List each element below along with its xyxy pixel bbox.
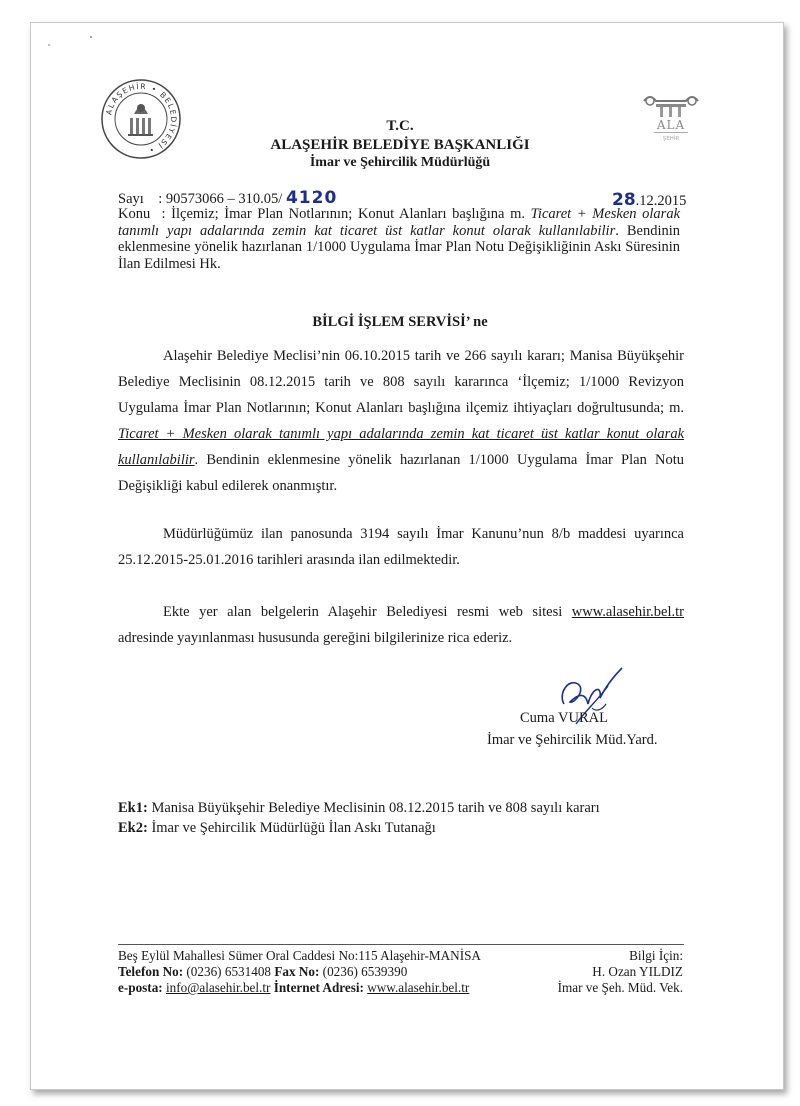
p1-italic-underlined: Ticaret + Mesken olarak tanımlı yapı adalarında zemin kat ticaret üst katlar konut olarak kullanılabilir — [118, 426, 684, 468]
footer-contact — [118, 980, 469, 996]
signatory-name: Cuma VURAL — [520, 710, 608, 726]
attachment-2-text: İmar ve Şehircilik Müdürlüğü İlan Askı Tutanağı — [147, 820, 436, 836]
svg-text:ALA: ALA — [656, 118, 686, 132]
header-department: İmar ve Şehircilik Müdürlüğü — [309, 155, 491, 170]
info-name: H. Ozan YILDIZ — [592, 964, 683, 979]
p1-text-2: . Bendinin eklenmesine yönelik hazırlanan 1/1000 Uygulama İmar Plan Notu Değişikliği kabul edilerek onanmıştır. — [118, 452, 684, 494]
phone-label: Telefon No: — [118, 964, 184, 979]
p3-text-2: adresinde yayınlanması hususunda gereğini bilgilerinize rica ederiz. — [118, 630, 513, 646]
footer-phone-fax — [118, 964, 407, 980]
email-label: e-posta: — [118, 980, 163, 995]
footer-divider — [118, 944, 684, 945]
attachment-2 — [118, 820, 436, 837]
attachment-1-label: Ek1: — [118, 800, 148, 816]
fax-value: (0236) 6539390 — [319, 964, 408, 979]
email-link[interactable]: info@alasehir.bel.tr — [165, 980, 271, 995]
date-rest: .12.2015 — [635, 193, 687, 209]
header-municipality: ALAŞEHİR BELEDİYE BAŞKANLIĞI — [270, 137, 530, 153]
header-tc: T.C. — [386, 118, 414, 134]
svg-text:ALAŞEHİR • BELEDİYESİ •: ALAŞEHİR • BELEDİYESİ • — [104, 81, 179, 156]
konu-text-2: . Bendinin eklenmesine yönelik hazırlanan 1/1000 Uygulama İmar Plan Notu Değişikliğinin Askı Süresinin İlan Edilmesi Hk. — [118, 222, 680, 272]
handwritten-day: 28 — [612, 190, 636, 210]
subject — [118, 206, 680, 272]
konu-text-1: : İlçemiz; İmar Plan Notlarının; Konut Alanları başlığına m. — [161, 206, 531, 222]
fax-label: Fax No: — [274, 964, 320, 979]
info-label: Bilgi İçin: — [629, 948, 683, 963]
website-link[interactable]: www.alasehir.bel.tr — [571, 604, 684, 620]
web-link[interactable]: www.alasehir.bel.tr — [367, 980, 470, 995]
sayi-value: : 90573066 – 310.05/ — [158, 191, 283, 207]
phone-value: (0236) 6531408 — [183, 964, 275, 979]
konu-label: Konu — [118, 206, 151, 222]
attachment-1 — [118, 800, 600, 817]
footer-address: Beş Eylül Mahallesi Sümer Oral Caddesi No:115 Alaşehir-MANİSA — [118, 948, 481, 963]
reference-number — [118, 190, 337, 208]
sayi-label: Sayı — [118, 191, 144, 207]
attachment-2-label: Ek2: — [118, 820, 148, 836]
web-label: İnternet Adresi: — [270, 980, 364, 995]
p1-text-1: Alaşehir Belediye Meclisi’nin 06.10.2015 tarih ve 266 sayılı kararı; Manisa Büyükşehir Belediye Meclisinin 08.12.2015 tarih ve 808 sayılı kararınca ‘İlçemiz; 1/1000 Revizyon Uygulama İmar Plan Notlarının; Konut Alanları başlığına ilçemiz ihtiyaçları doğrultusunda; m. — [118, 348, 684, 416]
p3-text-1: Ekte yer alan belgelerin Alaşehir Belediyesi resmi web sitesi — [163, 604, 572, 620]
scan-speck — [90, 36, 92, 38]
body-paragraph-2: Müdürlüğümüz ilan panosunda 3194 sayılı İmar Kanunu’nun 8/b maddesi uyarınca 25.12.2015-25.01.2016 tarihleri arasında ilan edilmektedir. — [118, 526, 684, 568]
konu-italic: Ticaret + Mesken olarak tanımlı yapı adalarında zemin kat ticaret üst katlar konut olarak kullanılabilir — [118, 206, 681, 239]
info-title: İmar ve Şeh. Müd. Vek. — [557, 980, 683, 995]
recipient: BİLGİ İŞLEM SERVİSİ’ ne — [312, 314, 488, 330]
attachment-1-text: Manisa Büyükşehir Belediye Meclisinin 08.12.2015 tarih ve 808 sayılı kararı — [147, 800, 600, 816]
signatory-title: İmar ve Şehircilik Müd.Yard. — [487, 732, 658, 748]
body-paragraph-3 — [118, 599, 684, 651]
scan-speck — [48, 44, 50, 46]
body-paragraph-1 — [118, 343, 684, 499]
handwritten-number: 4120 — [285, 188, 338, 208]
svg-text:ŞEHİR: ŞEHİR — [662, 136, 680, 142]
